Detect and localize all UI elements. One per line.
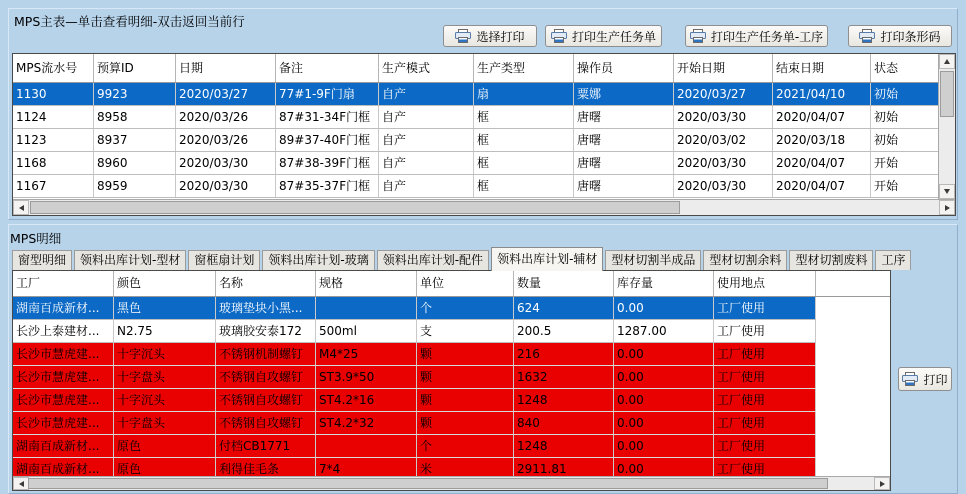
cell: 个 (417, 297, 514, 319)
column-header[interactable]: 操作员 (574, 54, 674, 82)
grid-header-row (13, 271, 890, 297)
cell (316, 297, 417, 319)
column-header[interactable]: 单位 (417, 271, 514, 296)
cell: 77#1-9F门扇 (276, 83, 379, 105)
scroll-right-button[interactable] (874, 477, 890, 490)
table-row[interactable] (13, 129, 939, 152)
cell: 87#31-34F门框 (276, 106, 379, 128)
cell: 1167 (13, 175, 94, 197)
right-arrow-icon (880, 481, 885, 487)
mps-detail-grid (12, 270, 891, 491)
cell: 840 (514, 412, 614, 434)
cell: 不锈钢机制螺钉 (216, 343, 316, 365)
table-row[interactable] (13, 297, 816, 320)
column-header[interactable]: 生产类型 (474, 54, 574, 82)
column-header[interactable]: 工厂 (13, 271, 114, 296)
cell: 0.00 (614, 343, 714, 365)
cell: 2020/03/30 (176, 152, 276, 174)
cell: 工厂使用 (714, 412, 816, 434)
table-row[interactable] (13, 435, 816, 458)
cell: 唐曙 (574, 152, 674, 174)
cell: 9923 (94, 83, 176, 105)
scroll-up-button[interactable] (939, 54, 955, 69)
cell: 框 (474, 175, 574, 197)
cell: 十字沉头 (114, 343, 216, 365)
cell: 自产 (379, 106, 474, 128)
cell: 0.00 (614, 412, 714, 434)
button-label: 打印生产任务单 (571, 29, 656, 44)
cell: ST4.2*32 (316, 412, 417, 434)
cell: 0.00 (614, 435, 714, 457)
column-header[interactable]: 库存量 (614, 271, 714, 296)
tab-5[interactable]: 领料出库计划-辅材 (491, 247, 603, 271)
cell: 8958 (94, 106, 176, 128)
vertical-scrollbar[interactable] (938, 54, 955, 199)
cell: 2020/03/27 (176, 83, 276, 105)
cell: 不锈钢自攻螺钉 (216, 412, 316, 434)
cell: 颗 (417, 389, 514, 411)
print-button[interactable] (898, 367, 952, 391)
cell: 7*4 (316, 458, 417, 480)
table-row[interactable] (13, 412, 816, 435)
scroll-thumb[interactable] (30, 201, 680, 214)
cell: 十字盘头 (114, 366, 216, 388)
cell: 1123 (13, 129, 94, 151)
button-label: 打印生产任务单-工序 (710, 29, 824, 44)
cell: 2020/03/02 (674, 129, 773, 151)
left-arrow-icon (19, 481, 24, 487)
cell: 玻璃垫块小黑... (216, 297, 316, 319)
cell: 不锈钢自攻螺钉 (216, 366, 316, 388)
cell: 8959 (94, 175, 176, 197)
horizontal-scrollbar[interactable] (13, 476, 890, 490)
cell: 唐曙 (574, 106, 674, 128)
cell: 工厂使用 (714, 297, 816, 319)
cell: 唐曙 (574, 129, 674, 151)
button-label: 打印条形码 (880, 29, 941, 44)
cell: 2911.81 (514, 458, 614, 480)
grid-header-row (13, 54, 955, 83)
cell: 500ml (316, 320, 417, 342)
cell: 2020/03/27 (674, 83, 773, 105)
column-header[interactable]: 规格 (316, 271, 417, 296)
tab-3[interactable]: 领料出库计划-玻璃 (262, 250, 374, 270)
cell: 87#38-39F门框 (276, 152, 379, 174)
cell: 黑色 (114, 297, 216, 319)
table-row[interactable] (13, 152, 939, 175)
cell: 工厂使用 (714, 366, 816, 388)
mps-detail-tab-bar (12, 247, 913, 270)
cell: 长沙上泰建材... (13, 320, 114, 342)
cell: 框 (474, 106, 574, 128)
cell: 2020/04/07 (773, 175, 871, 197)
horizontal-scrollbar[interactable] (13, 199, 955, 215)
cell: 工厂使用 (714, 458, 816, 480)
cell: 8937 (94, 129, 176, 151)
cell: 米 (417, 458, 514, 480)
column-header[interactable]: 数量 (514, 271, 614, 296)
cell: 长沙市慧虎建... (13, 389, 114, 411)
scroll-left-button[interactable] (13, 200, 29, 215)
select-print-button[interactable] (443, 25, 537, 47)
cell: 2020/04/07 (773, 152, 871, 174)
print-production-task-process-button[interactable] (685, 25, 828, 47)
cell: 1124 (13, 106, 94, 128)
cell: 框 (474, 152, 574, 174)
left-arrow-icon (19, 205, 24, 211)
cell: 玻璃胶安泰172 (216, 320, 316, 342)
tab-7[interactable]: 型材切割余料 (703, 250, 787, 270)
column-header[interactable]: 备注 (276, 54, 379, 82)
cell: 200.5 (514, 320, 614, 342)
table-row[interactable] (13, 83, 939, 106)
printer-icon (551, 29, 567, 43)
mps-main-caption: MPS主表—单击查看明细-双击返回当前行 (14, 14, 245, 29)
cell: 自产 (379, 129, 474, 151)
column-header[interactable]: 预算ID (94, 54, 176, 82)
cell: 1287.00 (614, 320, 714, 342)
tab-8[interactable]: 型材切割废料 (789, 250, 873, 270)
cell: 十字沉头 (114, 389, 216, 411)
cell: 十字盘头 (114, 412, 216, 434)
table-row[interactable] (13, 343, 816, 366)
scroll-thumb[interactable] (28, 478, 828, 489)
cell: 工厂使用 (714, 343, 816, 365)
tab-1[interactable]: 领料出库计划-型材 (74, 250, 186, 270)
tab-9[interactable]: 工序 (875, 250, 911, 270)
column-header[interactable]: 状态 (871, 54, 939, 82)
cell: 2020/03/30 (674, 175, 773, 197)
down-arrow-icon (944, 189, 950, 194)
cell: 624 (514, 297, 614, 319)
cell: 2020/03/30 (674, 106, 773, 128)
printer-icon (690, 29, 706, 43)
cell: 初始 (871, 83, 939, 105)
column-header[interactable]: MPS流水号 (13, 54, 94, 82)
column-header[interactable]: 日期 (176, 54, 276, 82)
table-row[interactable] (13, 320, 816, 343)
grid-body (13, 297, 890, 481)
scroll-right-button[interactable] (939, 200, 955, 215)
cell: 工厂使用 (714, 435, 816, 457)
up-arrow-icon (944, 59, 950, 64)
cell: 粟娜 (574, 83, 674, 105)
table-row[interactable] (13, 106, 939, 129)
table-row[interactable] (13, 366, 816, 389)
cell: 湖南百成新材... (13, 297, 114, 319)
cell: 颗 (417, 412, 514, 434)
cell: 颗 (417, 366, 514, 388)
cell: 长沙市慧虎建... (13, 343, 114, 365)
cell: 0.00 (614, 389, 714, 411)
cell: 2020/03/18 (773, 129, 871, 151)
cell: 颗 (417, 343, 514, 365)
cell: 唐曙 (574, 175, 674, 197)
scroll-down-button[interactable] (939, 184, 955, 199)
column-header[interactable]: 结束日期 (773, 54, 871, 82)
button-label: 选择打印 (476, 29, 525, 44)
cell: 0.00 (614, 366, 714, 388)
column-header[interactable]: 开始日期 (674, 54, 773, 82)
cell: 1632 (514, 366, 614, 388)
cell: 8960 (94, 152, 176, 174)
cell: 开始 (871, 152, 939, 174)
table-row[interactable] (13, 389, 816, 412)
cell: 付档CB1771 (216, 435, 316, 457)
cell: ST4.2*16 (316, 389, 417, 411)
cell: 个 (417, 435, 514, 457)
scroll-left-button[interactable] (13, 477, 29, 490)
mps-main-grid (12, 53, 956, 216)
cell: 2020/03/30 (176, 175, 276, 197)
print-barcode-button[interactable] (848, 25, 952, 47)
tab-2[interactable]: 窗框扇计划 (188, 250, 260, 270)
cell: 1248 (514, 435, 614, 457)
cell: 不锈钢自攻螺钉 (216, 389, 316, 411)
cell: 2020/03/26 (176, 129, 276, 151)
cell: 2020/03/30 (674, 152, 773, 174)
cell: 初始 (871, 106, 939, 128)
tab-6[interactable]: 型材切割半成品 (605, 250, 701, 270)
tab-0[interactable]: 窗型明细 (12, 250, 72, 270)
mps-detail-caption: MPS明细 (10, 231, 62, 246)
column-header[interactable]: 颜色 (114, 271, 216, 296)
cell: 工厂使用 (714, 320, 816, 342)
cell (316, 435, 417, 457)
scroll-thumb[interactable] (940, 71, 954, 117)
right-arrow-icon (945, 205, 950, 211)
cell: 1130 (13, 83, 94, 105)
cell: 湖南百成新材... (13, 458, 114, 480)
cell: 1248 (514, 389, 614, 411)
column-header[interactable]: 生产模式 (379, 54, 474, 82)
cell: 2020/04/07 (773, 106, 871, 128)
cell: 扇 (474, 83, 574, 105)
cell: 1168 (13, 152, 94, 174)
cell: 自产 (379, 175, 474, 197)
cell: 自产 (379, 83, 474, 105)
cell: 原色 (114, 458, 216, 480)
cell: 2021/04/10 (773, 83, 871, 105)
print-production-task-button[interactable] (545, 25, 662, 47)
table-row[interactable] (13, 175, 939, 198)
cell: 0.00 (614, 458, 714, 480)
tab-4[interactable]: 领料出库计划-配件 (377, 250, 489, 270)
cell: 自产 (379, 152, 474, 174)
cell: 工厂使用 (714, 389, 816, 411)
cell: 长沙市慧虎建... (13, 412, 114, 434)
cell: 湖南百成新材... (13, 435, 114, 457)
cell: 支 (417, 320, 514, 342)
printer-icon (859, 29, 875, 43)
cell: 89#37-40F门框 (276, 129, 379, 151)
printer-icon (902, 372, 918, 386)
cell: 216 (514, 343, 614, 365)
column-header[interactable]: 名称 (216, 271, 316, 296)
cell: 框 (474, 129, 574, 151)
cell: ST3.9*50 (316, 366, 417, 388)
button-label: 打印 (923, 372, 948, 387)
grid-body (13, 83, 955, 198)
cell: 长沙市慧虎建... (13, 366, 114, 388)
cell: 0.00 (614, 297, 714, 319)
cell: 2020/03/26 (176, 106, 276, 128)
cell: N2.75 (114, 320, 216, 342)
cell: 87#35-37F门框 (276, 175, 379, 197)
cell: 开始 (871, 175, 939, 197)
cell: 原色 (114, 435, 216, 457)
cell: 利得佳毛条 (216, 458, 316, 480)
printer-icon (455, 29, 471, 43)
column-header[interactable]: 使用地点 (714, 271, 816, 296)
cell: M4*25 (316, 343, 417, 365)
cell: 初始 (871, 129, 939, 151)
